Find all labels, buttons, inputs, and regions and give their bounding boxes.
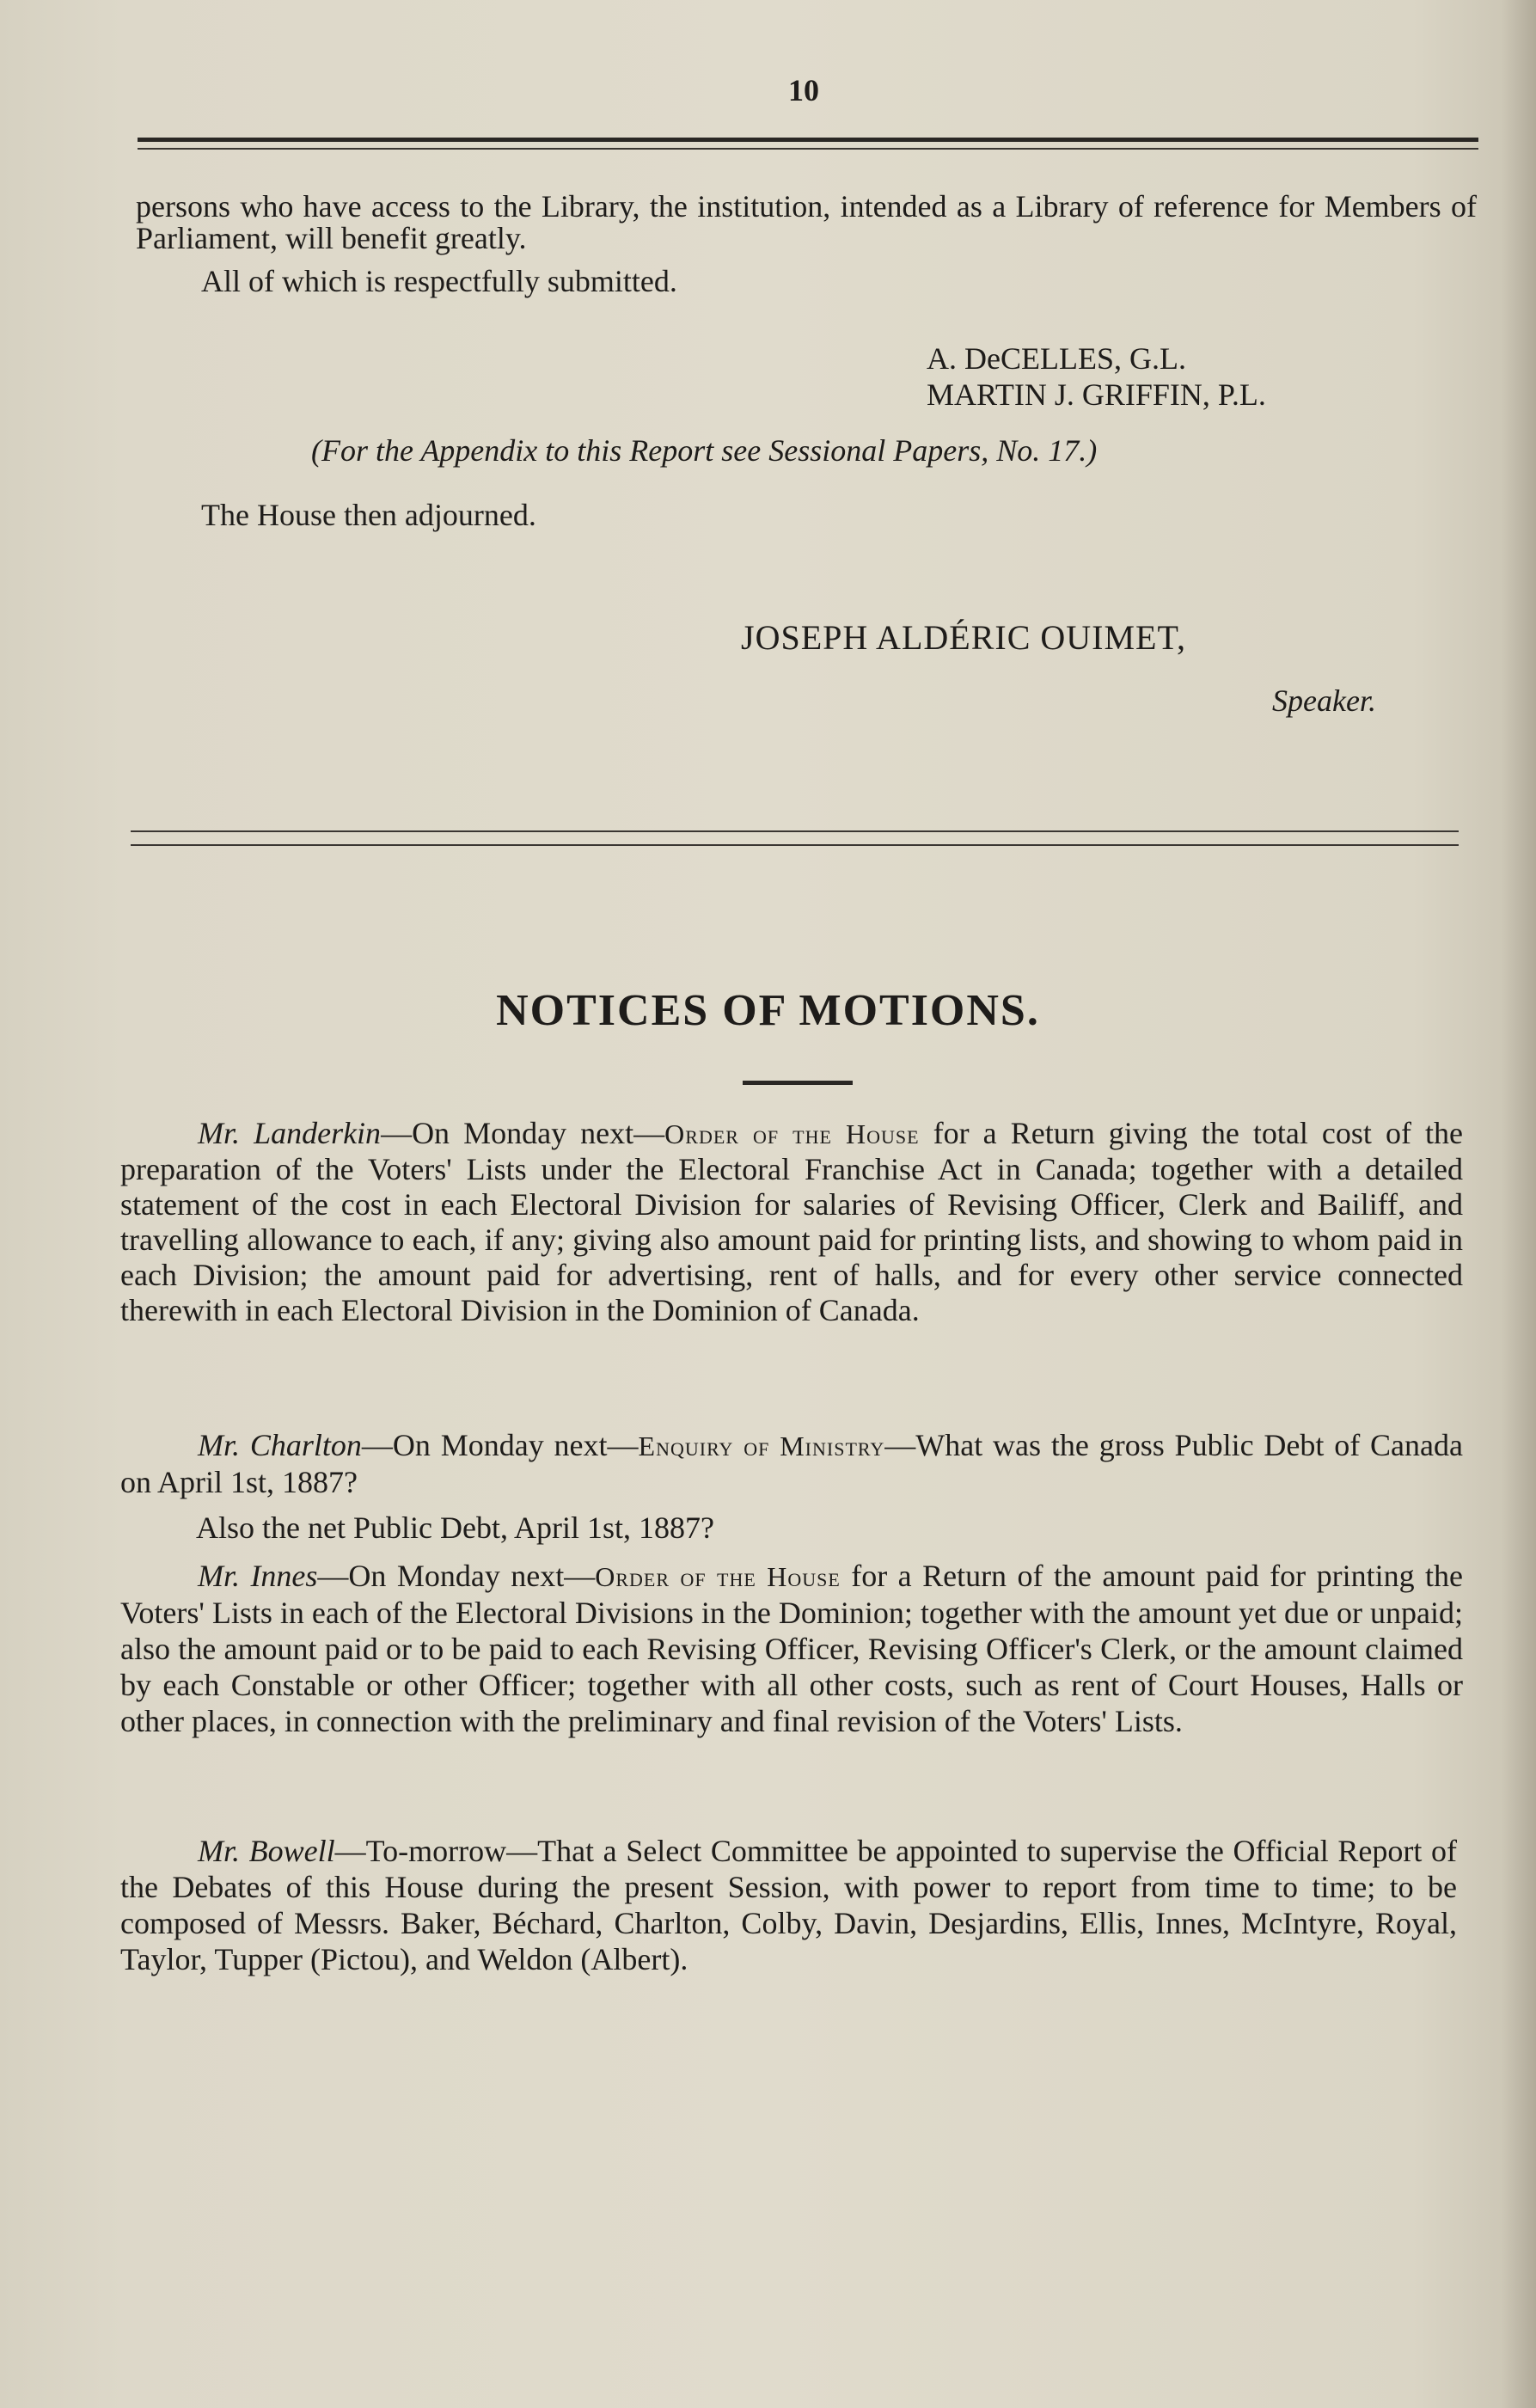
motion-member: Mr. Charlton (198, 1428, 362, 1462)
motion-lead: —On Monday next— (381, 1116, 665, 1150)
motion-text: That a Select Committee be appointed to supervise the Official Report of the Debates of this House during the present Session, with power to report from time to time; to be composed of Messrs. Baker, Béchard, Charlton, Colby, Davin, Desjardins, Ellis, Innes, McIntyre, Royal, Taylor, Tupper (Pictou), and Weldon (Albert). (120, 1834, 1457, 1976)
speaker-title: Speaker. (1272, 683, 1376, 718)
notices-heading: NOTICES OF MOTIONS. (496, 986, 1040, 1035)
continuation-paragraph: persons who have access to the Library, the institution, intended as a Library of reference for Members of Parliament, will benefit greatly. (136, 189, 1477, 255)
signature-decelles: A. DeCELLES, G.L. (927, 341, 1186, 376)
motion-charlton (120, 1427, 1463, 1500)
motion-text: —What was the gross Public Debt of Canada on April 1st, 1887? (120, 1428, 1463, 1499)
motion-text: for a Return giving the total cost of the preparation of the Voters' Lists under the Electoral Franchise Act in Canada; together with a detailed statement of the cost in each Electoral Division for salaries of Revising Officer, Clerk and Bailiff, and travelling allowance to each, if any; giving also amount paid for printing lists, and showing to whom paid in each Division; the amount paid for advertising, rent of halls, and for every other service connected therewith in each Electoral Division in the Dominion of Canada. (120, 1116, 1463, 1327)
motion-member: Mr. Bowell (198, 1834, 335, 1868)
appendix-note: (For the Appendix to this Report see Sessional Papers, No. 17.) (311, 433, 1098, 468)
page-number: 10 (788, 73, 819, 107)
heading-underline (743, 1081, 853, 1085)
motion-lead: —On Monday next— (317, 1559, 596, 1593)
submitted-line: All of which is respectfully submitted. (201, 264, 677, 298)
motion-kind: Order of the House (595, 1561, 841, 1592)
speaker-name: JOSEPH ALDÉRIC OUIMET, (741, 618, 1186, 657)
header-rule-thin (138, 148, 1478, 150)
motion-member: Mr. Innes (198, 1559, 318, 1593)
motion-innes (120, 1558, 1463, 1739)
header-rule-thick (138, 138, 1478, 142)
signature-griffin: MARTIN J. GRIFFIN, P.L. (927, 377, 1266, 412)
motion-landerkin (120, 1116, 1463, 1328)
motion-kind: Enquiry of Ministry (638, 1431, 885, 1461)
motion-kind: Order of the House (664, 1118, 920, 1149)
motion-lead: —To-morrow— (334, 1834, 538, 1868)
section-rule-bottom (131, 844, 1459, 846)
motion-member: Mr. Landerkin (198, 1116, 382, 1150)
motion-text: for a Return of the amount paid for printing the Voters' Lists in each of the Electoral Divisions in the Dominion; together with the amount yet due or unpaid; also the amount paid or to be paid to each Revising Officer, Revising Officer's Clerk, or the amount claimed by each Constable or other Officer; together with all other costs, such as rent of Court Houses, Halls or other places, in connection with the preliminary and final revision of the Voters' Lists. (120, 1559, 1463, 1738)
section-rule-top (131, 830, 1459, 832)
page-edge-shadow (1502, 0, 1536, 2408)
motion-charlton-extra: Also the net Public Debt, April 1st, 1887? (196, 1510, 714, 1545)
motion-lead: —On Monday next— (361, 1428, 639, 1462)
motion-bowell (120, 1833, 1457, 1977)
adjourned-line: The House then adjourned. (201, 498, 536, 532)
